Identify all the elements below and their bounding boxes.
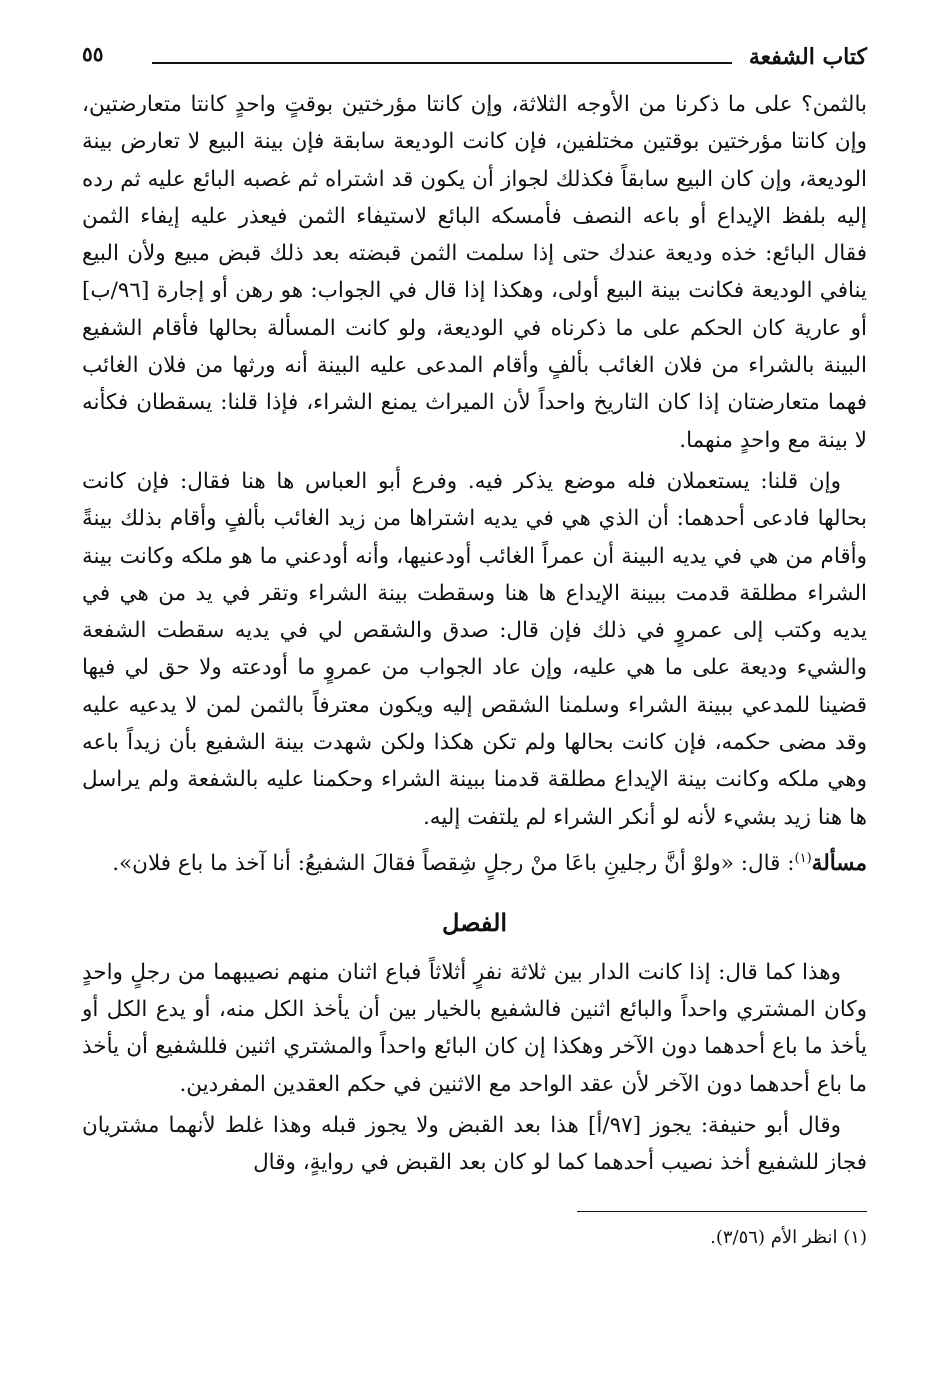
paragraph: وقال أبو حنيفة: يجوز [٩٧/أ] هذا بعد القبض ولا يجوز قبله وهذا غلط لأنهما مشتريان فجاز للشفيع أخذ نصيب أحدهما كما لو كان بعد القبض في روايةٍ، وقال — [82, 1112, 867, 1176]
masala-paragraph — [82, 840, 867, 882]
page-header — [82, 38, 867, 78]
paragraph: وإن قلنا: يستعملان فله موضع يذكر فيه. وفرع أبو العباس ها هنا فقال: فإن كانت بحالها فادعى أحدهما: أن الذي هي في يديه اشتراها من زيد الغائب بألفٍ وأقام بذلك بينةً وأقام من هي في يديه البينة أن عمراً الغائب أودعنيها، وأنه أودعني ما هو ملكه وكانت بينة الشراء مطلقة قدمت ببينة الإيداع ها هنا وسقطت بينة الشراء وتقر في يد من هي في يديه وكتب إلى عمروٍ في ذلك فإن قال: صدق والشقص لي في يديه سقطت الشفعة والشيء وديعة على ما هي عليه، وإن عاد الجواب من عمروٍ ما أودعته ولا حق لي فيها قضينا للمدعي ببينة الشراء وسلمنا الشقص إليه ويكون معترفاً بالثمن لمن لا يدعيه عليه وقد مضى حكمه، فإن كانت بحالها ولم تكن هكذا ولكن شهدت بينة الشفيع بأن زيداً باعه وهي ملكه وكانت بينة الإيداع مطلقة قدمنا ببينة الشراء وحكمنا عليه بالشفعة ولم يراسل ها هنا زيد بشيء لأنه لو أنكر الشراء لم يلتفت إليه. — [82, 468, 867, 830]
masala-text: : قال: «ولوْ أنَّ رجلينِ باعَا منْ رجلٍ شِقصاً فقالَ الشفيعُ: أنا آخذ ما باع فلان». — [112, 851, 795, 877]
body-text — [82, 86, 867, 1181]
footnote-ref: (١) — [794, 850, 812, 866]
paragraph: وهذا كما قال: إذا كانت الدار بين ثلاثة نفرٍ أثلاثاً فباع اثنان منهم نصيبهما من رجلٍ واحدٍ وكان المشتري واحداً والبائع اثنين فالشفيع بالخيار بين أن يأخذ الكل منه، أو يدع الكل أو يأخذ ما باع أحدهما دون الآخر وهكذا إن كان البائع واحداً والمشتري اثنين فللشفيع أن يأخذ ما باع أحدهما دون الآخر لأن عقد الواحد مع الاثنين في حكم العقدين المفردين. — [82, 959, 867, 1097]
footnote-rule — [577, 1211, 867, 1212]
header-rule — [152, 62, 732, 64]
paragraph: بالثمن؟ على ما ذكرنا من الأوجه الثلاثة، وإن كانتا مؤرختين بوقتٍ واحدٍ كانتا متعارضتين، وإن كانتا مؤرختين بوقتين مختلفين، فإن كانت الوديعة سابقة فإن بينة البيع لا تعارض بينة الوديعة، وإن كان البيع سابقاً فكذلك لجواز أن يكون قد اشتراه ثم غصبه البائع عليه ثم رده إليه بلفظ الإيداع أو باعه النصف فأمسكه البائع لاستيفاء الثمن فيعذر عليه إيفاء الثمن فقال البائع: خذه وديعة عندك حتى إذا سلمت الثمن قبضته بعد ذلك قبض مبيع ولأن البيع ينافي الوديعة فكانت بينة البيع أولى، وهكذا إذا قال في الجواب: هو رهن أو إجارة [٩٦/ب] أو عارية كان الحكم على ما ذكرناه في الوديعة، ولو كانت المسألة بحالها فأقام الشفيع البينة بالشراء من فلان الغائب بألفٍ وأقام المدعى عليه البينة أنه ورثها من فلان الغائب فهما متعارضتان إذا كان التاريخ واحداً لأن الميراث يمنع الشراء، فإذا قلنا: يسقطان فكأنه لا بينة مع واحدٍ منهما. — [82, 92, 867, 453]
masala-word: مسألة — [811, 851, 867, 877]
document-page — [82, 38, 867, 1252]
page-number: ٥٥ — [82, 42, 104, 66]
masala-label — [795, 851, 867, 876]
section-heading: الفصل — [441, 908, 508, 938]
chapter-title: كتاب الشفعة — [748, 44, 867, 70]
footnote: (١) انظر الأم (٣/٥٦). — [710, 1227, 867, 1249]
